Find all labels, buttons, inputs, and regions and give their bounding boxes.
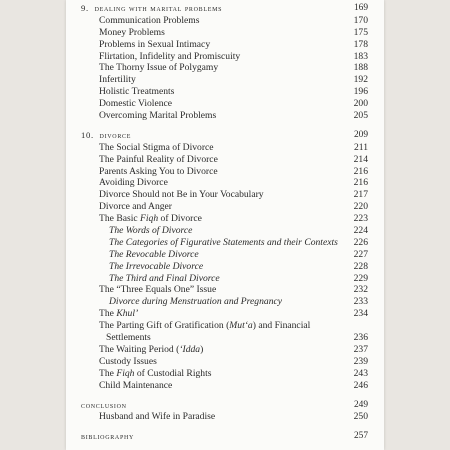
page-number: 224 xyxy=(353,225,368,237)
toc-subentry xyxy=(81,296,368,308)
table-of-contents xyxy=(81,3,368,443)
entry-title-text: The xyxy=(99,367,117,379)
entry-title xyxy=(99,308,138,320)
entry-title: Problems in Sexual Intimacy xyxy=(99,38,211,50)
entry-title: The Words of Divorce xyxy=(109,225,193,237)
page-number: 239 xyxy=(353,355,368,367)
toc-entry xyxy=(81,110,368,122)
page-number: 175 xyxy=(353,26,368,38)
page-number: 233 xyxy=(353,296,368,308)
chapter-heading-title xyxy=(81,130,131,142)
page-number: 227 xyxy=(353,248,368,260)
entry-title: Settlements xyxy=(106,332,151,344)
page-number: 170 xyxy=(353,14,368,26)
toc-entry xyxy=(81,98,368,110)
chapter-title: divorce xyxy=(99,129,132,140)
toc-entry xyxy=(81,74,368,86)
toc-entry xyxy=(81,62,368,74)
page-number: 228 xyxy=(353,260,368,272)
chapter-number: 10. xyxy=(81,129,94,140)
page-number: 183 xyxy=(353,50,368,62)
page-number: 226 xyxy=(353,236,368,248)
entry-title: Parents Asking You to Divorce xyxy=(99,165,218,177)
page-number: 200 xyxy=(353,98,368,110)
entry-title: Flirtation, Infidelity and Promiscuity xyxy=(99,50,241,62)
page-number: 196 xyxy=(353,86,368,98)
entry-title: Custody Issues xyxy=(99,355,157,367)
entry-title-italic: Mut‘a xyxy=(229,320,253,332)
bibliography-heading xyxy=(81,431,368,443)
toc-entry xyxy=(81,86,368,98)
toc-entry xyxy=(81,320,368,332)
entry-title-text: ) and Financial xyxy=(252,320,311,332)
entry-title: The Painful Reality of Divorce xyxy=(99,153,218,165)
entry-title: Infertility xyxy=(99,74,136,86)
section-spacer xyxy=(81,392,368,400)
entry-title-text: of Custodial Rights xyxy=(134,367,212,379)
entry-title: Divorce during Menstruation and Pregnancy xyxy=(109,296,283,308)
page-number: 192 xyxy=(353,74,368,86)
page-number: 216 xyxy=(353,165,368,177)
page-number: 250 xyxy=(353,411,368,423)
toc-entry xyxy=(81,344,368,356)
entry-title: The Third and Final Divorce xyxy=(109,272,220,284)
toc-entry xyxy=(81,308,368,320)
entry-title-text: of Divorce xyxy=(158,213,202,225)
page-number: 236 xyxy=(353,332,368,344)
entry-title-italic: Fiqh xyxy=(116,367,135,379)
toc-entry xyxy=(81,166,368,178)
toc-entry xyxy=(81,356,368,368)
entry-title-text: The xyxy=(99,308,117,320)
entry-title: Overcoming Marital Problems xyxy=(99,110,217,122)
page-number: 249 xyxy=(353,399,368,410)
page-number: 229 xyxy=(353,272,368,284)
entry-title: Communication Problems xyxy=(99,14,200,26)
chapter-number: 9. xyxy=(81,3,89,13)
entry-title-italic: Khul’ xyxy=(116,308,139,320)
page-number: 205 xyxy=(353,110,368,122)
page-number: 237 xyxy=(353,343,368,355)
page-number: 232 xyxy=(353,284,368,296)
page-number: 257 xyxy=(353,431,368,442)
chapter-title: bibliography xyxy=(81,431,135,442)
page-number: 246 xyxy=(353,379,368,391)
entry-title: Domestic Violence xyxy=(99,98,173,110)
page-number: 169 xyxy=(353,3,368,13)
entry-title: The Thorny Issue of Polygamy xyxy=(99,62,219,74)
page-number: 234 xyxy=(353,308,368,320)
page-number: 217 xyxy=(353,189,368,201)
toc-entry xyxy=(81,411,368,423)
toc-subentry xyxy=(81,249,368,261)
page-number: 243 xyxy=(353,367,368,379)
page-number: 211 xyxy=(353,141,368,153)
toc-entry xyxy=(81,39,368,51)
entry-title: The “Three Equals One” Issue xyxy=(99,284,217,296)
page-number: 178 xyxy=(353,38,368,50)
entry-title: The Revocable Divorce xyxy=(109,248,199,260)
toc-entry xyxy=(81,189,368,201)
entry-title: Child Maintenance xyxy=(99,379,173,391)
section-spacer xyxy=(81,122,368,130)
entry-title-text: The Waiting Period ( xyxy=(99,343,180,355)
conclusion-heading xyxy=(81,400,368,412)
toc-entry xyxy=(81,380,368,392)
entry-title xyxy=(99,320,310,332)
entry-title-italic: ‘Idda xyxy=(179,343,201,355)
entry-title-text: The Basic xyxy=(99,213,141,225)
toc-entry xyxy=(81,27,368,39)
toc-entry xyxy=(81,201,368,213)
page-number: 209 xyxy=(353,129,368,140)
toc-subentry xyxy=(81,225,368,237)
toc-entry xyxy=(81,15,368,27)
toc-entry xyxy=(81,142,368,154)
entry-title: Avoiding Divorce xyxy=(99,177,168,189)
toc-entry xyxy=(81,51,368,63)
entry-title: Holistic Treatments xyxy=(99,86,175,98)
toc-entry-continuation xyxy=(81,332,368,344)
toc-entry xyxy=(81,213,368,225)
entry-title: The Categories of Figurative Statements and their Contexts xyxy=(109,236,338,248)
book-page xyxy=(66,0,384,450)
entry-title: The Social Stigma of Divorce xyxy=(99,141,214,153)
toc-subentry xyxy=(81,273,368,285)
page-number: 220 xyxy=(353,201,368,213)
page-number: 214 xyxy=(353,153,368,165)
toc-subentry xyxy=(81,261,368,273)
entry-title: Divorce and Anger xyxy=(99,201,172,213)
page-number: 223 xyxy=(353,213,368,225)
entry-title xyxy=(99,344,203,356)
chapter-title: dealing with marital problems xyxy=(94,3,223,13)
toc-entry xyxy=(81,154,368,166)
toc-entry xyxy=(81,368,368,380)
entry-title-italic: Fiqh xyxy=(140,213,159,225)
page-number: 188 xyxy=(353,62,368,74)
chapter-10-heading xyxy=(81,130,368,142)
chapter-9-heading xyxy=(81,3,368,15)
entry-title: Husband and Wife in Paradise xyxy=(99,411,216,423)
chapter-title: conclusion xyxy=(81,399,127,410)
chapter-heading-title xyxy=(81,3,222,15)
entry-title xyxy=(99,213,202,225)
entry-title-text: ) xyxy=(200,343,204,355)
entry-title: Money Problems xyxy=(99,26,165,38)
entry-title xyxy=(99,368,211,380)
entry-title: Divorce Should not Be in Your Vocabulary xyxy=(99,189,264,201)
page-number: 216 xyxy=(353,177,368,189)
section-spacer xyxy=(81,423,368,431)
toc-subentry xyxy=(81,237,368,249)
entry-title-text: The Parting Gift of Gratification ( xyxy=(99,320,230,332)
toc-entry xyxy=(81,177,368,189)
toc-entry xyxy=(81,284,368,296)
entry-title: The Irrevocable Divorce xyxy=(109,260,204,272)
